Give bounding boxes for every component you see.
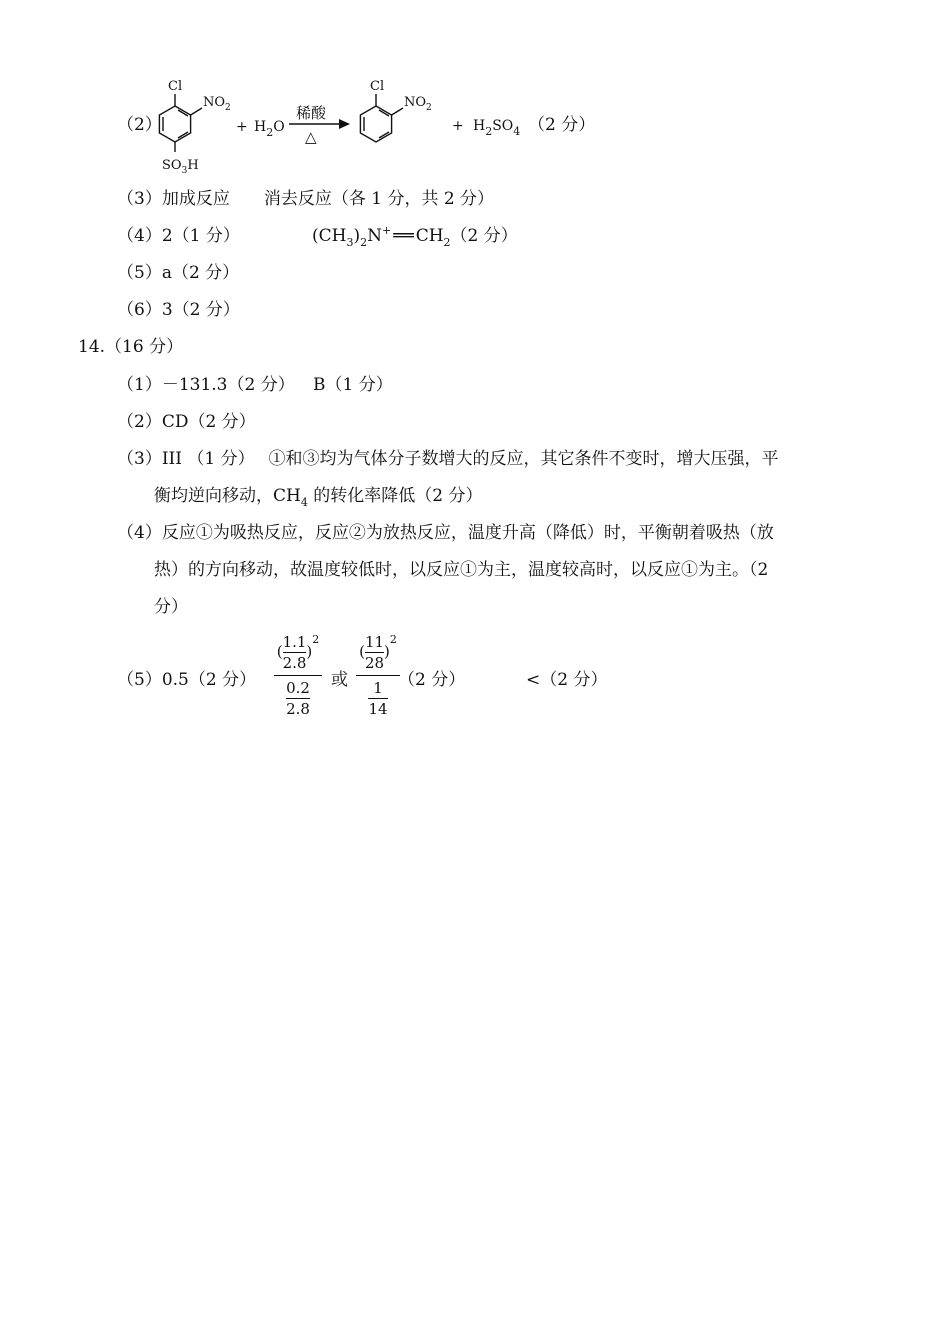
sulfuric-acid: $H_2SO_4$ [473, 118, 521, 138]
q13-p3: （3）加成反应 消去反应（各 1 分，共 2 分） [117, 189, 495, 209]
q14-p5-score1: （2 分） [398, 670, 466, 690]
q14-p1-b: B（1 分） [313, 375, 393, 395]
fraction-2: ( $\frac{11}{28}$ )$^2$ $\frac{1}{14}$ [356, 633, 400, 718]
reaction-arrow [289, 118, 351, 130]
q14-p4-line3: 分） [154, 597, 188, 617]
q14-header: 14.（16 分） [78, 337, 184, 357]
svg-text:Cl: Cl [370, 79, 385, 94]
reactant-structure [140, 72, 250, 177]
svg-text:NO2: $NO_2$ [203, 95, 231, 113]
q14-p1-a: （1）－131.3（2 分） [117, 375, 295, 395]
q13-p2-score: （2 分） [528, 115, 596, 135]
or-text: 或 [331, 670, 348, 690]
q13-p6: （6）3（2 分） [117, 300, 240, 320]
q14-p5-compare: <（2 分） [526, 670, 608, 690]
reactant-cl: Cl [168, 79, 183, 94]
q13-p5: （5）a（2 分） [117, 263, 240, 283]
q14-p4-line2: 热）的方向移动，故温度较低时，以反应①为主，温度较高时，以反应①为主。（2 [154, 560, 769, 580]
heat-symbol: △ [305, 128, 317, 146]
fraction-1: ( $\frac{1.1}{2.8}$ )$^2$ $\frac{0.2}{2.8}$ [274, 633, 322, 718]
q14-p4-line1: （4）反应①为吸热反应，反应②为放热反应，温度升高（降低）时，平衡朝着吸热（放 [117, 523, 774, 543]
plus-sign-2: + [452, 118, 464, 134]
reaction-condition: 稀酸 [296, 104, 327, 122]
svg-text:SO3H: $SO_3H$ [162, 158, 199, 176]
svg-text:NO2: $NO_2$ [404, 95, 432, 113]
q13-p2-label: （2） [117, 115, 162, 135]
q13-p4-a: （4）2（1 分） [117, 226, 240, 246]
q14-p5-label: （5）0.5（2 分） [117, 670, 257, 690]
q14-p3-line2: 衡均逆向移动，$CH_4$ 的转化率降低（2 分） [154, 486, 483, 509]
q13-p4-b: $(CH_3)_2N^+$ ══ $CH_2(2$ 分） [312, 224, 518, 249]
plus-sign-1: + [236, 119, 248, 135]
water-formula: $H_2O$ [254, 119, 285, 139]
product-structure [352, 72, 448, 152]
q14-p2: （2）CD（2 分） [117, 412, 256, 432]
q14-p3-line1: （3）III （1 分） ①和③均为气体分子数增大的反应，其它条件不变时，增大压强，平 [117, 449, 779, 469]
